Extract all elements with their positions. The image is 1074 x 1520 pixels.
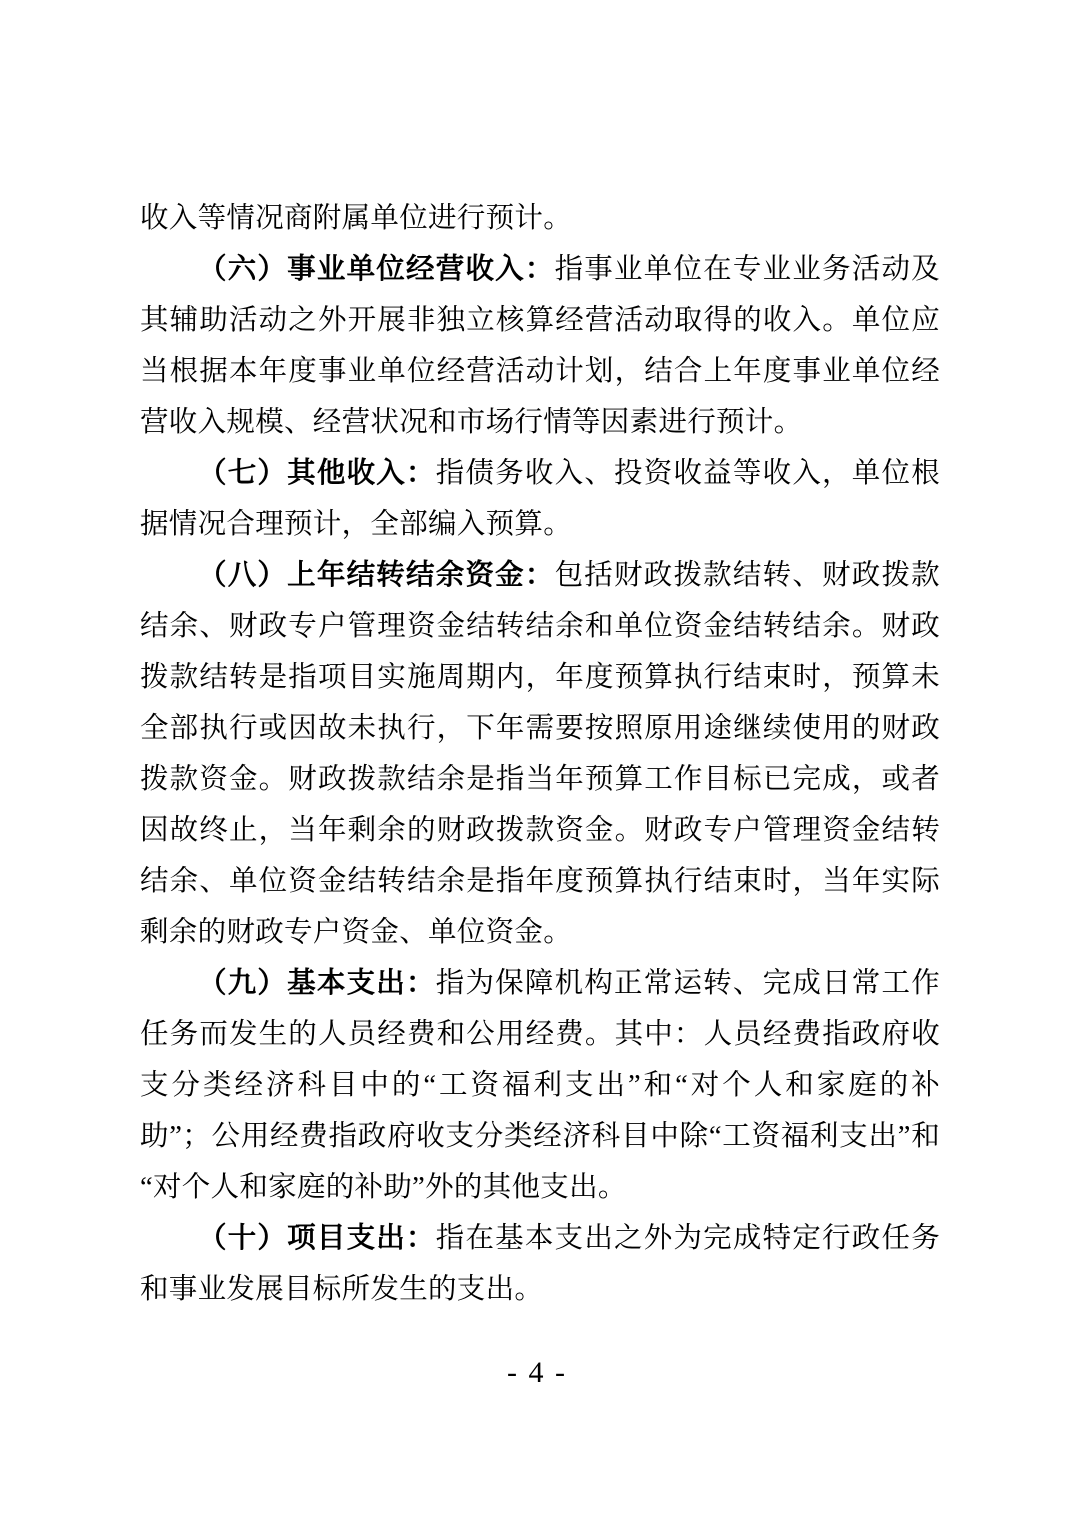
- paragraph-lead: （十）项目支出：: [198, 1223, 436, 1254]
- paragraph-lead: （九）基本支出：: [198, 968, 436, 999]
- paragraph-text: 收入等情况商附属单位进行预计。: [140, 203, 573, 234]
- paragraph-text: 指债务收入、投资收益等收入，单位根据情况合理预计，全部编入预算。: [140, 458, 940, 540]
- paragraph-text: 包括财政拨款结转、财政拨款结余、财政专户管理资金结转结余和单位资金结转结余。财政拨款结转是指项目实施周期内，年度预算执行结束时，预算未全部执行或因故未执行，下年需要按照原用途继续使用的财政拨款资金。财政拨款结余是指当年预算工作目标已完成，或者因故终止，当年剩余的财政拨款资金。财政专户管理资金结转结余、单位资金结转结余是指年度预算执行结束时，当年实际剩余的财政专户资金、单位资金。: [140, 560, 940, 948]
- page-number: - 4 -: [507, 1356, 567, 1389]
- paragraph-text: 指在基本支出之外为完成特定行政任务和事业发展目标所发生的支出。: [140, 1223, 940, 1305]
- paragraph: [140, 244, 940, 448]
- paragraph: [140, 1213, 940, 1315]
- paragraph-lead: （六）事业单位经营收入：: [198, 254, 555, 285]
- paragraph: [140, 448, 940, 550]
- paragraph-text: 指为保障机构正常运转、完成日常工作任务而发生的人员经费和公用经费。其中：人员经费指政府收支分类经济科目中的“工资福利支出”和“对个人和家庭的补助”；公用经费指政府收支分类经济科目中除“工资福利支出”和“对个人和家庭的补助”外的其他支出。: [140, 968, 940, 1203]
- paragraph-lead: （八）上年结转结余资金：: [198, 560, 555, 591]
- paragraph-lead: （七）其他收入：: [198, 458, 436, 489]
- document-body: [140, 193, 940, 1315]
- paragraph: [140, 550, 940, 958]
- paragraph: [140, 193, 940, 244]
- paragraph-text: 指事业单位在专业业务活动及其辅助活动之外开展非独立核算经营活动取得的收入。单位应当根据本年度事业单位经营活动计划，结合上年度事业单位经营收入规模、经营状况和市场行情等因素进行预计。: [140, 254, 940, 438]
- paragraph: [140, 958, 940, 1213]
